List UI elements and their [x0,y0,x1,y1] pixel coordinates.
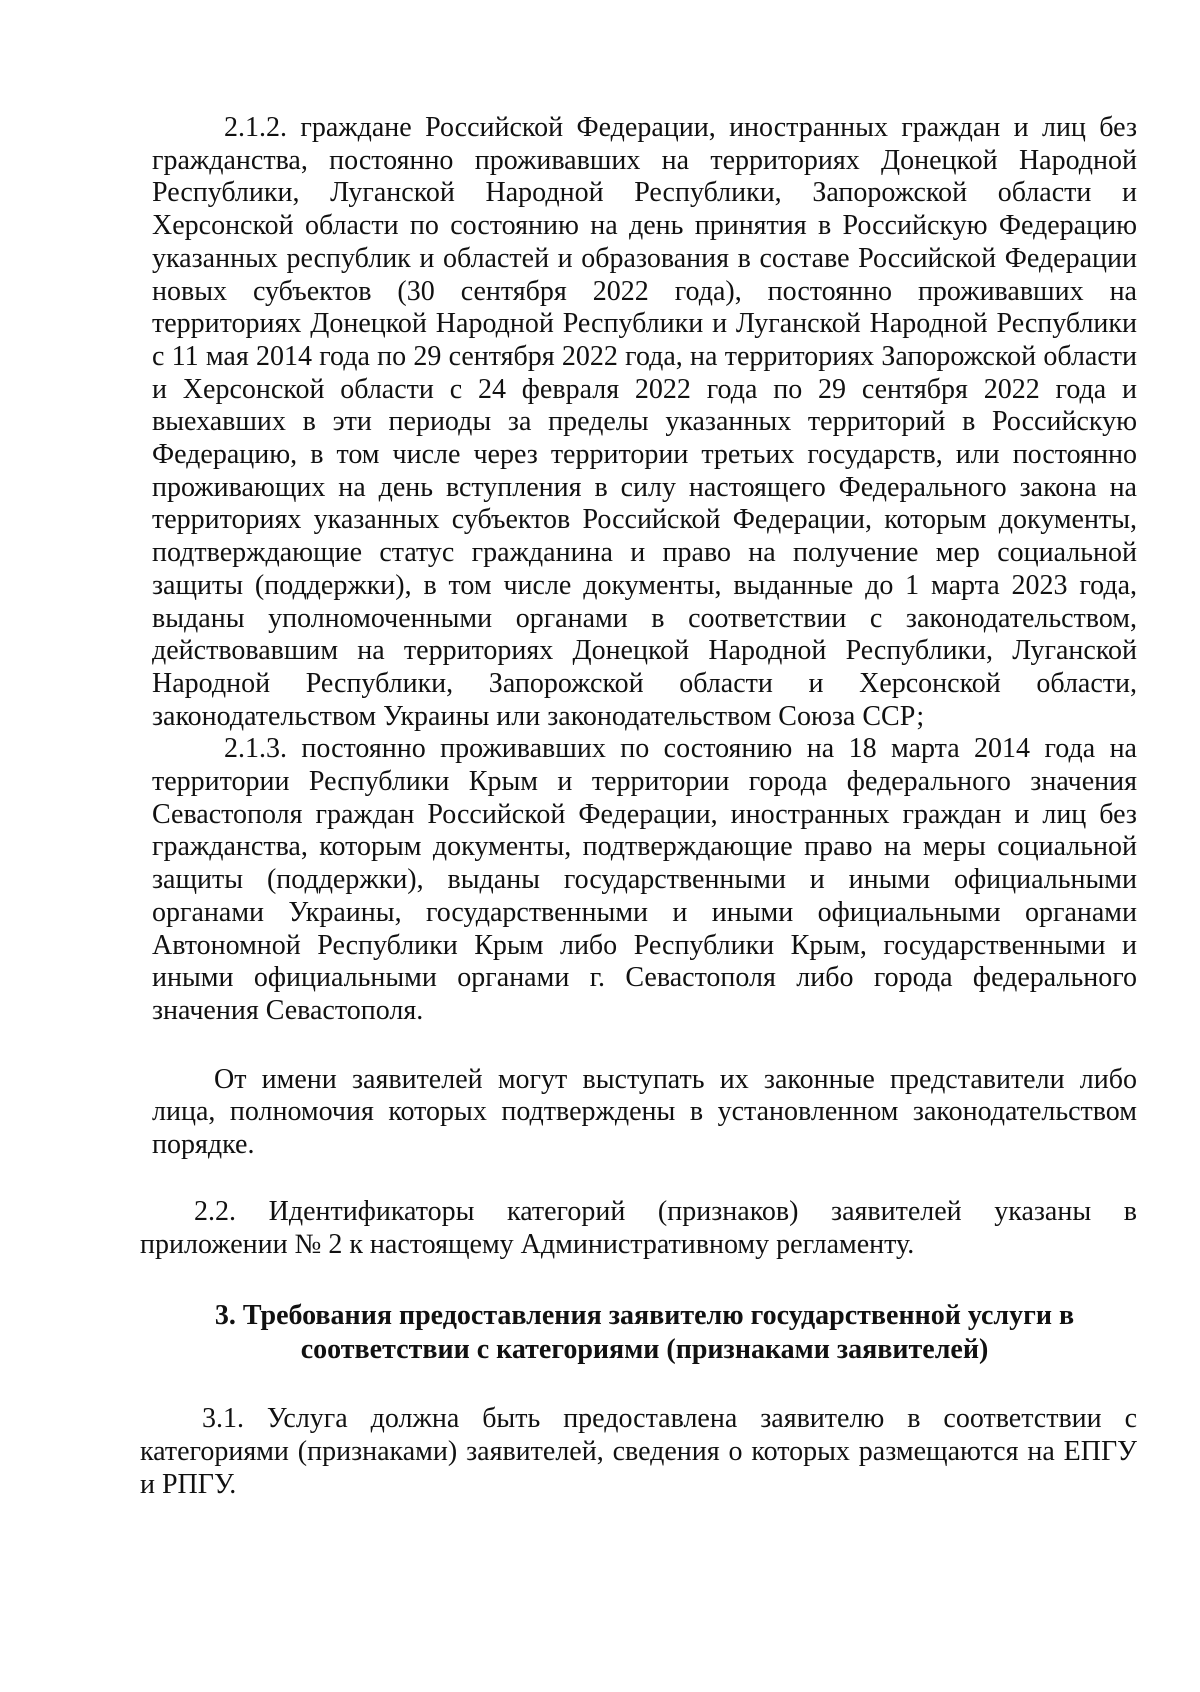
paragraph-2-1-2: 2.1.2. граждане Российской Федерации, иностранных граждан и лиц без гражданства, постоянно проживавших на территориях Донецкой Народной Республики, Луганской Народной Республики, Запорожской области и Херсонской области по состоянию на день принятия в Российскую Федерацию указанных республик и областей и образования в составе Российской Федерации новых субъектов (30 сентября 2022 года), постоянно проживавших на территориях Донецкой Народной Республики и Луганской Народной Республики с 11 мая 2014 года по 29 сентября 2022 года, на территориях Запорожской области и Херсонской области с 24 февраля 2022 года по 29 сентября 2022 года и выехавших в эти периоды за пределы указанных территорий в Российскую Федерацию, в том числе через территории третьих государств, или постоянно проживающих на день вступления в силу настоящего Федерального закона на территориях указанных субъектов Российской Федерации, которым документы, подтверждающие статус гражданина и право на получение мер социальной защиты (поддержки), в том числе документы, выданные до 1 марта 2023 года, выданы уполномоченными органами в соответствии с законодательством, действовавшим на территориях Донецкой Народной Республики, Луганской Народной Республики, Запорожской области и Херсонской области, законодательством Украины или законодательством Союза ССР; [152,112,1137,732]
paragraph-2-2: 2.2. Идентификаторы категорий (признаков) заявителей указаны в приложении № 2 к настоящему Административному регламенту. [140,1195,1137,1260]
section-3-heading [152,1299,1137,1367]
paragraph-3-1: 3.1. Услуга должна быть предоставлена заявителю в соответствии с категориями (признаками) заявителей, сведения о которых размещаются на ЕПГУ и РПГУ. [140,1403,1137,1500]
paragraph-representatives: От имени заявителей могут выступать их законные представители либо лица, полномочия которых подтверждены в установленном законодательством порядке. [152,1063,1137,1161]
section-3-heading-line-2: соответствии с категориями (признаками заявителей) [300,1334,989,1366]
document-body [140,112,1137,1501]
paragraph-2-1-3: 2.1.3. постоянно проживавших по состоянию на 18 марта 2014 года на территории Республики Крым и территории города федерального значения Севастополя граждан Российской Федерации, иностранных граждан и лиц без гражданства, которым документы, подтверждающие право на меры социальной защиты (поддержки), выданы государственными и иными официальными органами Украины, государственными и иными официальными органами Автономной Республики Крым либо Республики Крым, государственными и иными официальными органами г. Севастополя либо города федерального значения Севастополя. [152,733,1137,1026]
section-3-heading-line-1: 3. Требования предоставления заявителю государственной услуги в [214,1300,1075,1332]
